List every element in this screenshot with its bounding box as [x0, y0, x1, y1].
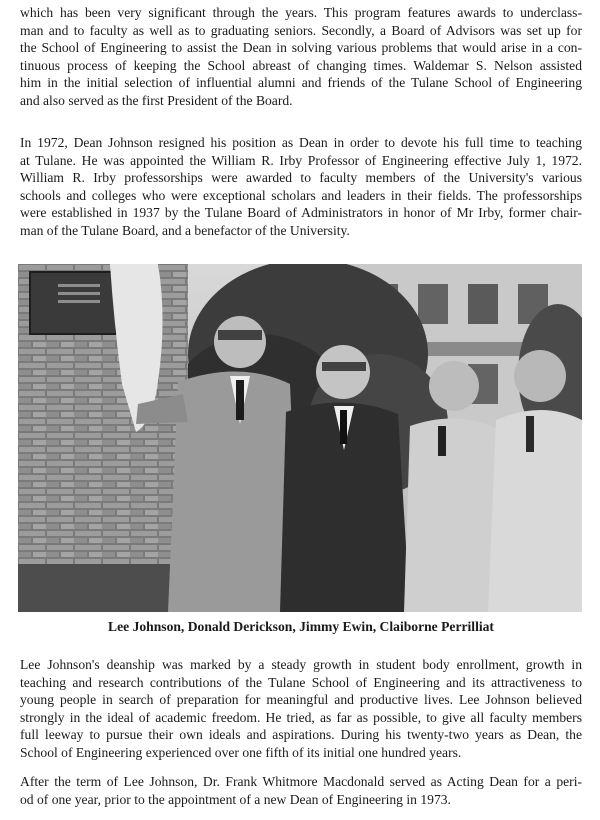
text-line: which has been very significant through the years. This program features awards to underclass- — [20, 5, 582, 20]
text-line: man and to faculty as well as to graduating seniors. Secondly, a Board of Advisors was set up for — [20, 22, 582, 38]
text-line: teaching and research contributions of the Tulane School of Engineering and its attractiveness to — [20, 674, 582, 690]
text-line: at Tulane. He was appointed the William R. Irby Professor of Engineering effective July 1, 1972. — [20, 152, 582, 168]
paragraph-deanship — [20, 656, 582, 762]
text-line: were established in 1937 by the Tulane Board of Administrators in honor of Mr Irby, former chair- — [20, 205, 582, 221]
group-photograph — [18, 264, 582, 612]
text-line: the School of Engineering to assist the Dean in solving various problems that would arise in a con- — [20, 40, 582, 56]
text-line: him in the initial selection of influential alumni and friends of the Tulane School of Engineering — [20, 75, 582, 91]
text-line: In 1972, Dean Johnson resigned his position as Dean in order to devote his full time to teaching — [20, 135, 582, 150]
text-line: William R. Irby professorships were awarded to faculty members of the University's various — [20, 170, 582, 186]
text-line: young people in search of preparation for meaningful and productive lives. Lee Johnson believed — [20, 692, 582, 708]
text-line: schools and colleges who were exceptional scholars and leaders in their fields. The professorships — [20, 187, 582, 203]
text-line: strongly in the ideal of academic freedom. He tried, as far as possible, to give all faculty members — [20, 709, 582, 725]
photo-caption: Lee Johnson, Donald Derickson, Jimmy Ewin, Claiborne Perrilliat — [108, 619, 494, 634]
paragraph-irby-professorship — [20, 134, 582, 240]
text-line: School of Engineering experienced over one fifth of its initial one hundred years. — [20, 744, 462, 760]
paragraph-advisory-board — [20, 4, 582, 110]
text-line: tinuous process of keeping the School abreast of changing times. Waldemar S. Nelson assisted — [20, 57, 582, 73]
paragraph-acting-dean — [20, 773, 582, 808]
text-line: and also served as the first President of the Board. — [20, 92, 293, 108]
text-line: Lee Johnson's deanship was marked by a steady growth in student body enrollment, growth in — [20, 657, 582, 672]
text-line: After the term of Lee Johnson, Dr. Frank Whitmore Macdonald served as Acting Dean for a peri- — [20, 774, 582, 789]
text-line: full leeway to pursue their own ideals and aspirations. During his twenty-two years as Dean, the — [20, 727, 582, 743]
text-line: od of one year, prior to the appointment of a new Dean of Engineering in 1973. — [20, 791, 451, 807]
text-line: man of the Tulane Board, and a benefactor of the University. — [20, 222, 350, 238]
photograph-illustration — [18, 264, 582, 612]
